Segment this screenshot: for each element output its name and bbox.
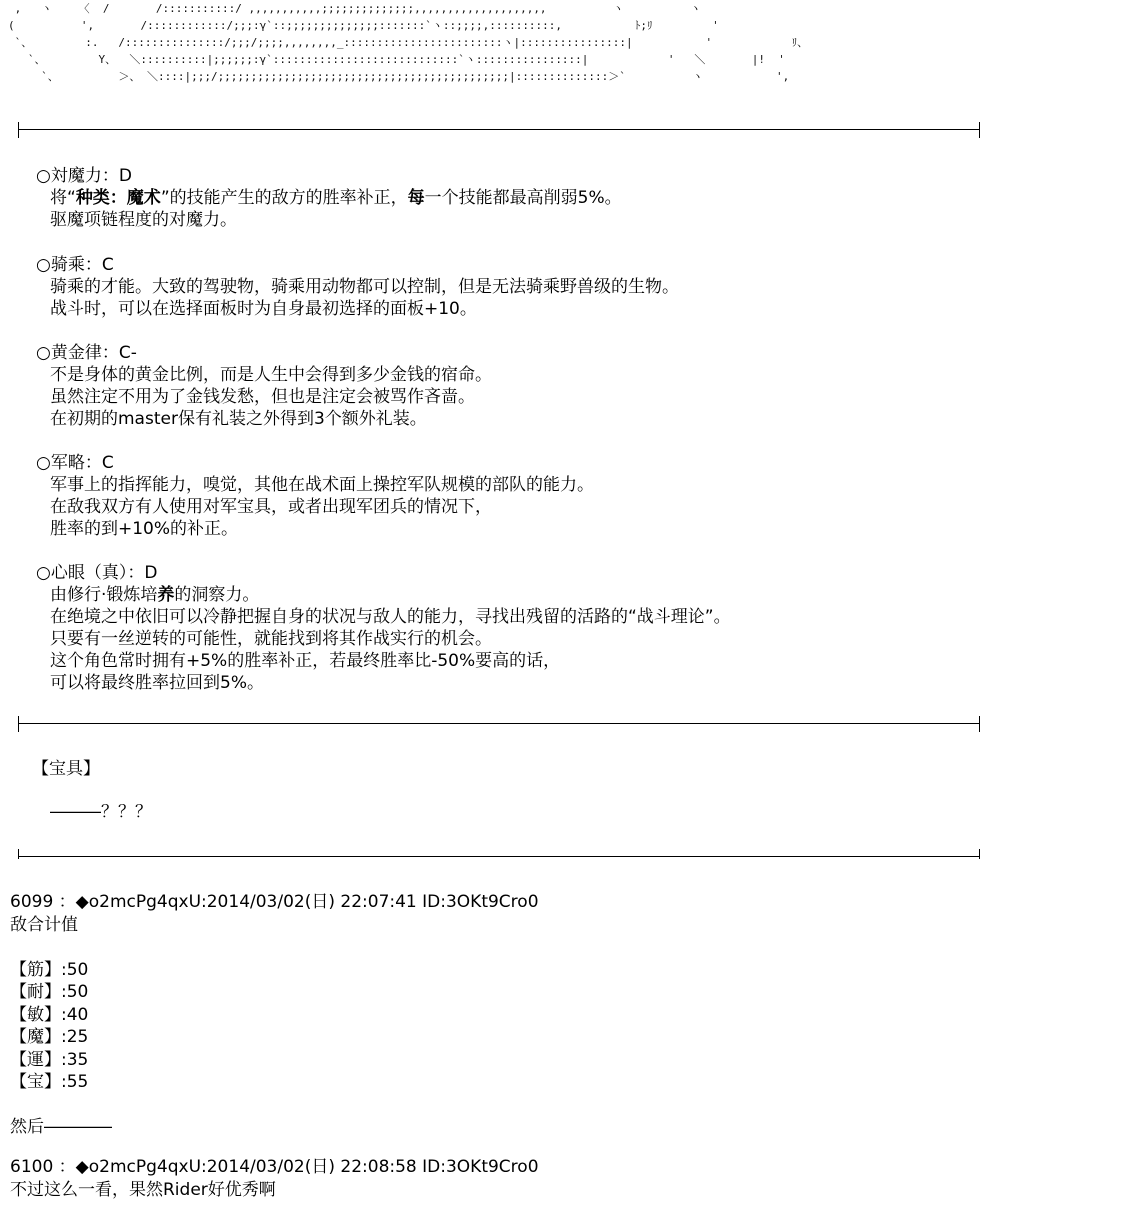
noble-phantasm-value: ―――？？？ [50,802,152,822]
skill-description-line: 军事上的指挥能力，嗅觉，其他在战术面上操控军队规模的部队的能力。 [50,475,594,495]
post-body [10,914,539,1139]
post-header: 6100 ：◆o2mcPg4qxU:2014/03/02(日) 22:08:58 ID:3OKt9Cro0 [10,1157,539,1177]
post-body [10,1179,539,1202]
skill-mind-eye [36,562,731,694]
noble-phantasm-title: 【宝具】 [32,759,100,779]
divider-middle [18,716,980,732]
skill-description-line: 不是身体的黄金比例，而是人生中会得到多少金钱的宿命。 [50,365,492,385]
skill-description-line: 骑乘的才能。大致的驾驶物，骑乘用动物都可以控制，但是无法骑乘野兽级的生物。 [50,277,679,297]
post-body-line [10,936,539,959]
skill-military-tactics [36,452,594,540]
skill-magic-resistance [36,165,622,231]
skill-title: ○対魔力：D [36,166,132,186]
skill-riding [36,254,679,320]
skill-description-line: 战斗时，可以在选择面板时为自身最初选择的面板+10。 [50,299,477,319]
skill-description [36,187,622,231]
skill-description [36,474,594,540]
skill-title: ○黄金律：C- [36,343,137,363]
skill-description [36,364,492,430]
post-body-line: 【筋】:50 [10,959,89,980]
ascii-art: , ヽ 〈 / /:::::::::::/ ,,,,,,,,,,,;;;;;;;;;;;;;;,,,,,,,,,,,,,,,,,,,, ヽ ヽ ( ', /::::::::::::/;;;:γ`::;;;;;;;;;;;;;;:::::::`ヽ::;;;;,::::::::::, ﾄ;ﾘ ' `、 :. /:::::::::::::::/;;;/;;;;,,,,,,,,_::::::::::::::::::::::::ヽ|::::::::::::::::| ' ﾘ、 `、 Y、 ＼::::::::::|;;;;;;:γ`::::::::::::::::::::::::::::`ヽ::::::::::::::::| ' ＼ |! ' `、 ＞、 ＼::::|;;;/;;;;;;;;;;;;;;;;;;;;;;;;;;;;;;;;;;;;;;;;;;;;|::::::::::::::＞` ヽ ', [8,2,809,83]
post-body-line [10,1094,539,1117]
skill-description-line: 在敌我双方有人使用对军宝具，或者出现军团兵的情况下， [50,497,492,517]
post-body-line: 敌合计值 [10,914,78,935]
skill-description-line: 这个角色常时拥有+5%的胜率补正，若最终胜率比-50%要高的话， [50,651,561,671]
post-body-line: 【敏】:40 [10,1004,89,1025]
skill-description-line: 只要有一丝逆转的可能性，就能找到将其作战实行的机会。 [50,629,492,649]
skill-description-line: 胜率的到+10%的补正。 [50,519,239,539]
divider-top [18,122,980,138]
skill-description [36,276,679,320]
post-body-line: 不过这么一看，果然Rider好优秀啊 [10,1179,276,1200]
skill-title: ○心眼（真）：D [36,563,158,583]
skill-description-line: 将“种类：魔术”的技能产生的敌方的胜率补正，每一个技能都最高削弱5%。 [50,188,622,208]
skill-description-line: 可以将最终胜率拉回到5%。 [50,673,264,693]
post-header: 6099 ：◆o2mcPg4qxU:2014/03/02(日) 22:07:41 ID:3OKt9Cro0 [10,892,539,912]
skill-golden-rule [36,342,492,430]
post-body-line: 【魔】:25 [10,1027,89,1047]
post-6099 [10,891,539,1139]
skill-title: ○军略：C [36,453,114,473]
divider-bottom [18,843,980,859]
post-body-line: 然后―――― [10,1117,112,1137]
post-6100 [10,1156,539,1201]
post-body-line: 【耐】:50 [10,982,89,1002]
skill-description-line: 在绝境之中依旧可以冷静把握自身的状况与敌人的能力，寻找出残留的活路的“战斗理论”。 [50,607,731,627]
post-body-line: 【宝】:55 [10,1072,89,1092]
skill-description-line: 在初期的master保有礼装之外得到3个额外礼装。 [50,409,427,429]
skill-description-line: 由修行·锻炼培养的洞察力。 [50,585,260,605]
skill-description [36,584,731,694]
skill-description-line: 虽然注定不用为了金钱发愁，但也是注定会被骂作吝啬。 [50,387,475,407]
skill-title: ○骑乘：C [36,255,114,275]
skill-description-line: 驱魔项链程度的对魔力。 [50,210,237,230]
post-body-line: 【運】:35 [10,1049,89,1070]
